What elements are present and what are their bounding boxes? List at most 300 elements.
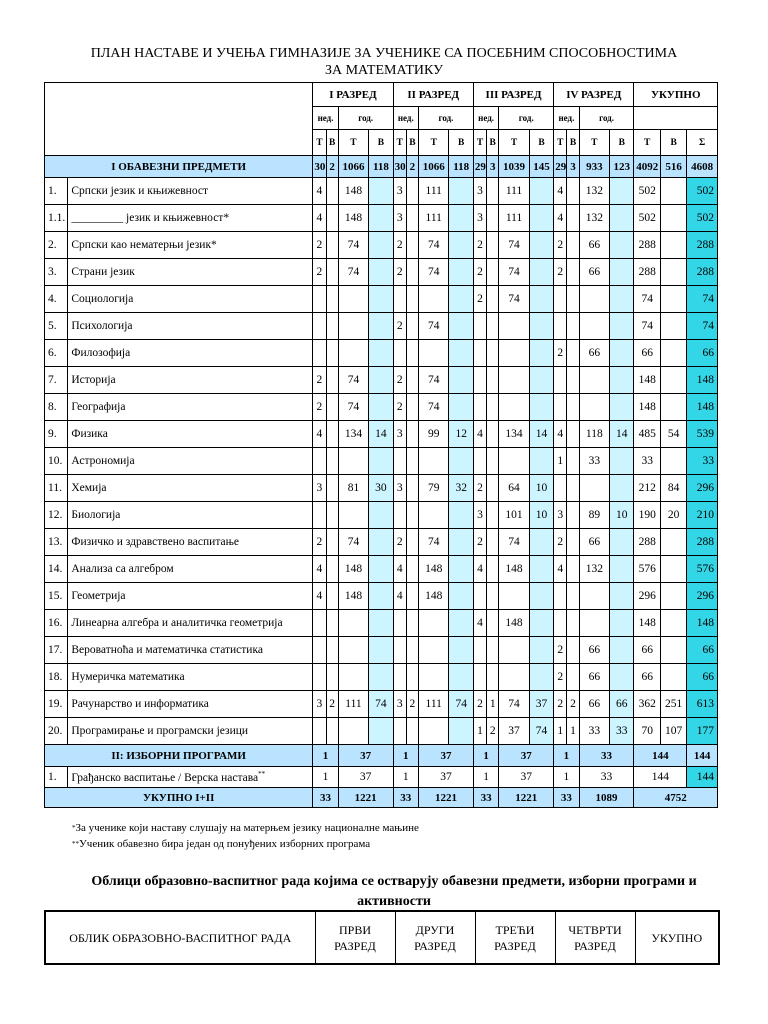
- subject-value: [529, 367, 553, 394]
- subject-value: [610, 232, 634, 259]
- grade-header-2: II РАЗРЕД: [393, 83, 473, 107]
- subject-value: 14: [610, 421, 634, 448]
- subject-value: 3: [313, 475, 326, 502]
- total-value: 1221: [419, 788, 474, 808]
- subject-value: 70: [634, 718, 660, 745]
- subject-row: [45, 286, 718, 313]
- subject-value: [326, 475, 338, 502]
- subject-value: [369, 637, 393, 664]
- subject-value: [449, 340, 473, 367]
- subject-value: 118: [579, 421, 609, 448]
- subject-value: [487, 610, 499, 637]
- row-number: 18.: [45, 664, 68, 691]
- forms-table: [44, 910, 720, 965]
- subject-value: [449, 637, 473, 664]
- subject-value: 74: [634, 313, 660, 340]
- subject-value: 74: [499, 286, 529, 313]
- subject-value: [487, 178, 499, 205]
- page-title-line2: ЗА МАТЕМАТИКУ: [324, 63, 443, 78]
- subject-value: 2: [406, 691, 418, 718]
- subject-value: 4: [473, 421, 486, 448]
- subject-value: 134: [499, 421, 529, 448]
- weekly-header: нед.: [554, 107, 579, 130]
- subject-value: 3: [393, 691, 406, 718]
- subject-value: 2: [393, 259, 406, 286]
- subject-value: [326, 610, 338, 637]
- subject-value: 576: [634, 556, 660, 583]
- subject-value: [499, 340, 529, 367]
- subject-value: [369, 259, 393, 286]
- subject-value: [406, 475, 418, 502]
- section-value: 933: [579, 156, 609, 178]
- forms-col-l1: ДРУГИ: [415, 922, 455, 937]
- subject-value: 1: [567, 718, 579, 745]
- section-label: I ОБАВЕЗНИ ПРЕДМЕТИ: [45, 156, 313, 178]
- row-number: 13.: [45, 529, 68, 556]
- section-value: 3: [567, 156, 579, 178]
- subject-value: [554, 610, 567, 637]
- subject-row: [45, 583, 718, 610]
- subject-value: 2: [313, 394, 326, 421]
- section-value: 1: [313, 745, 338, 767]
- subject-value: [660, 232, 686, 259]
- subject-value: 148: [419, 556, 449, 583]
- subject-value: 74: [687, 286, 718, 313]
- subject-value: 111: [419, 178, 449, 205]
- subject-value: [487, 421, 499, 448]
- subject-value: 33: [579, 718, 609, 745]
- subject-value: [579, 286, 609, 313]
- footnote-mark: *: [72, 824, 76, 832]
- subject-value: 111: [338, 691, 368, 718]
- subject-value: 2: [393, 232, 406, 259]
- subject-name: Физичко и здравствено васпитање: [68, 529, 313, 556]
- subject-row: [45, 313, 718, 340]
- subject-value: [567, 313, 579, 340]
- subject-value: 1: [554, 448, 567, 475]
- yearly-header: год.: [499, 107, 554, 130]
- subject-value: [610, 394, 634, 421]
- subject-value: 74: [419, 313, 449, 340]
- subject-value: 74: [338, 394, 368, 421]
- subject-value: 74: [369, 691, 393, 718]
- section-value: 516: [660, 156, 686, 178]
- subject-value: 66: [687, 340, 718, 367]
- header-row-grades: [45, 83, 718, 107]
- row-number: 1.1.: [45, 205, 68, 232]
- subject-value: 2: [313, 232, 326, 259]
- subject-value: 111: [499, 205, 529, 232]
- grade-header-4: IV РАЗРЕД: [554, 83, 634, 107]
- row-number: 11.: [45, 475, 68, 502]
- subject-value: 33: [579, 448, 609, 475]
- subject-value: [567, 286, 579, 313]
- subject-value: 2: [473, 529, 486, 556]
- subject-value: [567, 421, 579, 448]
- subject-value: 66: [687, 637, 718, 664]
- subject-value: [660, 637, 686, 664]
- subject-value: [610, 664, 634, 691]
- elective-value: 1: [313, 767, 338, 788]
- subject-value: 74: [419, 232, 449, 259]
- subject-value: [313, 340, 326, 367]
- subject-value: [449, 313, 473, 340]
- subject-value: [554, 367, 567, 394]
- subject-value: [449, 583, 473, 610]
- subject-value: 74: [499, 232, 529, 259]
- subject-name: Анализа са алгебром: [68, 556, 313, 583]
- row-number: 10.: [45, 448, 68, 475]
- row-number: 6.: [45, 340, 68, 367]
- subject-row: [45, 259, 718, 286]
- subject-row: [45, 421, 718, 448]
- subject-value: [660, 367, 686, 394]
- header-t: Т: [419, 130, 449, 156]
- row-number: 5.: [45, 313, 68, 340]
- subject-value: 362: [634, 691, 660, 718]
- subject-value: 107: [660, 718, 686, 745]
- subject-value: [660, 286, 686, 313]
- subject-value: [406, 448, 418, 475]
- subject-value: [554, 583, 567, 610]
- subject-value: [487, 232, 499, 259]
- subject-value: [499, 394, 529, 421]
- header-v: В: [487, 130, 499, 156]
- subject-value: [473, 637, 486, 664]
- subject-value: 134: [338, 421, 368, 448]
- forms-col-l1: ТРЕЋИ: [495, 922, 535, 937]
- subject-value: [473, 583, 486, 610]
- subject-value: [449, 664, 473, 691]
- header-t: Т: [338, 130, 368, 156]
- subject-value: 66: [579, 529, 609, 556]
- subject-value: 4: [473, 610, 486, 637]
- total-value: 1089: [579, 788, 634, 808]
- subject-value: 99: [419, 421, 449, 448]
- subject-value: 4: [554, 178, 567, 205]
- subject-value: 30: [369, 475, 393, 502]
- subject-value: 148: [687, 610, 718, 637]
- subject-value: 485: [634, 421, 660, 448]
- subject-value: [449, 394, 473, 421]
- subject-value: [567, 205, 579, 232]
- total-value: 1221: [338, 788, 393, 808]
- subject-value: [487, 637, 499, 664]
- subject-value: [499, 448, 529, 475]
- forms-col-l2: РАЗРЕД: [414, 938, 456, 953]
- subject-value: 66: [579, 259, 609, 286]
- subject-row: [45, 529, 718, 556]
- section-value: 1: [473, 745, 498, 767]
- header-empty-cell: [45, 83, 313, 156]
- subject-value: 2: [554, 232, 567, 259]
- subject-row: [45, 637, 718, 664]
- subject-value: [338, 664, 368, 691]
- subject-value: [529, 664, 553, 691]
- header-t: Т: [554, 130, 567, 156]
- subject-value: [499, 664, 529, 691]
- subject-value: 14: [369, 421, 393, 448]
- subject-value: [338, 637, 368, 664]
- forms-col-activity: ОБЛИК ОБРАЗОВНО-ВАСПИТНОГ РАДА: [45, 911, 315, 964]
- subject-row: [45, 475, 718, 502]
- subject-value: [473, 664, 486, 691]
- subject-value: 111: [499, 178, 529, 205]
- subject-value: [487, 448, 499, 475]
- forms-col-grade-1: [315, 911, 395, 964]
- subject-value: [567, 529, 579, 556]
- subject-value: 288: [687, 529, 718, 556]
- subject-value: 66: [579, 232, 609, 259]
- subject-value: 177: [687, 718, 718, 745]
- subject-value: [419, 502, 449, 529]
- subject-value: 148: [338, 556, 368, 583]
- subject-value: 4: [393, 556, 406, 583]
- subject-value: [660, 313, 686, 340]
- header-t: Т: [579, 130, 609, 156]
- subject-value: [393, 637, 406, 664]
- subject-value: 148: [499, 556, 529, 583]
- subject-value: 132: [579, 556, 609, 583]
- subject-value: [406, 286, 418, 313]
- subject-value: [369, 664, 393, 691]
- elective-value: 33: [579, 767, 634, 788]
- subject-value: [338, 448, 368, 475]
- subject-value: [326, 259, 338, 286]
- subject-name: Геометрија: [68, 583, 313, 610]
- subject-name: Психологија: [68, 313, 313, 340]
- subject-value: [567, 502, 579, 529]
- subject-value: [406, 394, 418, 421]
- subject-value: [338, 502, 368, 529]
- subject-value: 502: [687, 205, 718, 232]
- subject-value: [406, 664, 418, 691]
- subject-name: Биологија: [68, 502, 313, 529]
- subject-name: Историја: [68, 367, 313, 394]
- header-t: Т: [313, 130, 326, 156]
- subject-value: [610, 529, 634, 556]
- subject-value: [326, 205, 338, 232]
- subject-row: [45, 367, 718, 394]
- subject-value: [449, 178, 473, 205]
- section-value: 37: [338, 745, 393, 767]
- subject-value: 1: [487, 691, 499, 718]
- subject-value: 2: [473, 691, 486, 718]
- subject-value: [529, 583, 553, 610]
- subject-value: 148: [634, 610, 660, 637]
- total-value: 33: [313, 788, 338, 808]
- subject-value: [473, 394, 486, 421]
- subject-value: 148: [338, 205, 368, 232]
- weekly-header: нед.: [313, 107, 338, 130]
- subject-value: 54: [660, 421, 686, 448]
- total-value: 1221: [499, 788, 554, 808]
- subject-value: [610, 286, 634, 313]
- subject-value: [406, 637, 418, 664]
- subject-value: 148: [687, 394, 718, 421]
- subject-value: [338, 610, 368, 637]
- subject-value: [487, 205, 499, 232]
- subject-value: 2: [567, 691, 579, 718]
- subject-name-text: Грађанско васпитање / Верска настава: [71, 771, 259, 784]
- footnote-1: [72, 822, 419, 835]
- subject-value: [660, 259, 686, 286]
- row-number: 8.: [45, 394, 68, 421]
- subject-value: 148: [338, 583, 368, 610]
- subject-value: [419, 610, 449, 637]
- total-row: [45, 788, 718, 808]
- subject-value: [449, 502, 473, 529]
- subject-value: [406, 259, 418, 286]
- header-t: Т: [634, 130, 660, 156]
- section-value: 4092: [634, 156, 660, 178]
- header-v: В: [406, 130, 418, 156]
- subject-name: Астрономија: [68, 448, 313, 475]
- subject-value: 148: [338, 178, 368, 205]
- subject-value: 89: [579, 502, 609, 529]
- subject-value: 3: [473, 205, 486, 232]
- subject-value: [449, 259, 473, 286]
- subject-value: 2: [473, 286, 486, 313]
- row-number: 14.: [45, 556, 68, 583]
- subject-value: [567, 637, 579, 664]
- subject-value: 74: [338, 529, 368, 556]
- section-value: 144: [634, 745, 687, 767]
- subject-value: [313, 286, 326, 313]
- subject-name: Хемија: [68, 475, 313, 502]
- subject-value: 2: [554, 529, 567, 556]
- subject-name: Рачунарство и информатика: [68, 691, 313, 718]
- subject-value: [660, 610, 686, 637]
- forms-col-l2: РАЗРЕД: [334, 938, 376, 953]
- subject-value: 502: [634, 205, 660, 232]
- subject-value: 74: [449, 691, 473, 718]
- footnote-mark: **: [72, 840, 79, 848]
- subject-value: 32: [449, 475, 473, 502]
- subject-value: 148: [687, 367, 718, 394]
- subject-value: 2: [393, 313, 406, 340]
- forms-col-l1: ЧЕТВРТИ: [568, 922, 622, 937]
- subject-value: 212: [634, 475, 660, 502]
- grade-header-1: I РАЗРЕД: [313, 83, 393, 107]
- subject-value: [406, 340, 418, 367]
- subject-value: 66: [579, 664, 609, 691]
- subject-value: [529, 340, 553, 367]
- subject-value: [610, 259, 634, 286]
- subject-value: 74: [419, 529, 449, 556]
- subject-value: [554, 286, 567, 313]
- total-subheader-empty: [634, 107, 718, 130]
- subject-row: [45, 664, 718, 691]
- subject-value: 66: [687, 664, 718, 691]
- subject-name: Физика: [68, 421, 313, 448]
- row-number: 9.: [45, 421, 68, 448]
- subject-value: [406, 556, 418, 583]
- subject-value: [326, 340, 338, 367]
- subject-value: [393, 502, 406, 529]
- subject-value: 74: [338, 367, 368, 394]
- subject-value: [610, 475, 634, 502]
- subject-value: [529, 313, 553, 340]
- elective-value: 1: [473, 767, 498, 788]
- subject-value: [406, 529, 418, 556]
- total-value: 33: [554, 788, 579, 808]
- section-value: 1: [554, 745, 579, 767]
- forms-col-grade-4: [555, 911, 635, 964]
- subject-value: 64: [499, 475, 529, 502]
- subject-value: [610, 556, 634, 583]
- subject-value: [529, 178, 553, 205]
- weekly-header: нед.: [393, 107, 418, 130]
- subject-value: [579, 367, 609, 394]
- subject-value: [529, 259, 553, 286]
- subject-value: [313, 637, 326, 664]
- subject-value: 33: [634, 448, 660, 475]
- row-number: 4.: [45, 286, 68, 313]
- subject-value: [567, 610, 579, 637]
- subject-value: [419, 286, 449, 313]
- subject-value: 613: [687, 691, 718, 718]
- subject-value: 148: [419, 583, 449, 610]
- subject-value: [326, 286, 338, 313]
- section-value: 30: [313, 156, 326, 178]
- subject-value: 74: [634, 286, 660, 313]
- subject-value: 37: [499, 718, 529, 745]
- section-value: 33: [579, 745, 634, 767]
- subject-value: [369, 502, 393, 529]
- subject-value: [369, 178, 393, 205]
- subject-value: 84: [660, 475, 686, 502]
- subject-value: [567, 340, 579, 367]
- header-v: В: [567, 130, 579, 156]
- subject-value: 66: [634, 664, 660, 691]
- subject-value: [487, 502, 499, 529]
- subject-value: 2: [313, 259, 326, 286]
- row-number: 7.: [45, 367, 68, 394]
- subject-value: [554, 313, 567, 340]
- subject-value: [579, 610, 609, 637]
- header-v: В: [610, 130, 634, 156]
- subject-value: [487, 556, 499, 583]
- subject-value: [369, 205, 393, 232]
- subject-value: [660, 448, 686, 475]
- subject-value: 74: [419, 394, 449, 421]
- subject-value: [473, 448, 486, 475]
- forms-col-l1: ПРВИ: [338, 922, 371, 937]
- subject-value: [610, 313, 634, 340]
- subject-value: [326, 421, 338, 448]
- subject-value: [554, 394, 567, 421]
- subject-value: [369, 340, 393, 367]
- forms-header-row: [45, 911, 719, 964]
- row-number: 15.: [45, 583, 68, 610]
- subject-value: 4: [393, 583, 406, 610]
- subject-row: [45, 232, 718, 259]
- subject-value: [326, 448, 338, 475]
- header-v: В: [529, 130, 553, 156]
- elective-value: 1: [393, 767, 418, 788]
- subject-name: Нумеричка математика: [68, 664, 313, 691]
- subject-value: 2: [473, 259, 486, 286]
- subject-name: Српски као нематерњи језик*: [68, 232, 313, 259]
- header-sigma: Σ: [687, 130, 718, 156]
- section-value: 118: [449, 156, 473, 178]
- subject-value: [554, 475, 567, 502]
- subject-value: [487, 259, 499, 286]
- elective-value: 37: [419, 767, 474, 788]
- subject-value: 111: [419, 205, 449, 232]
- subject-value: 3: [393, 178, 406, 205]
